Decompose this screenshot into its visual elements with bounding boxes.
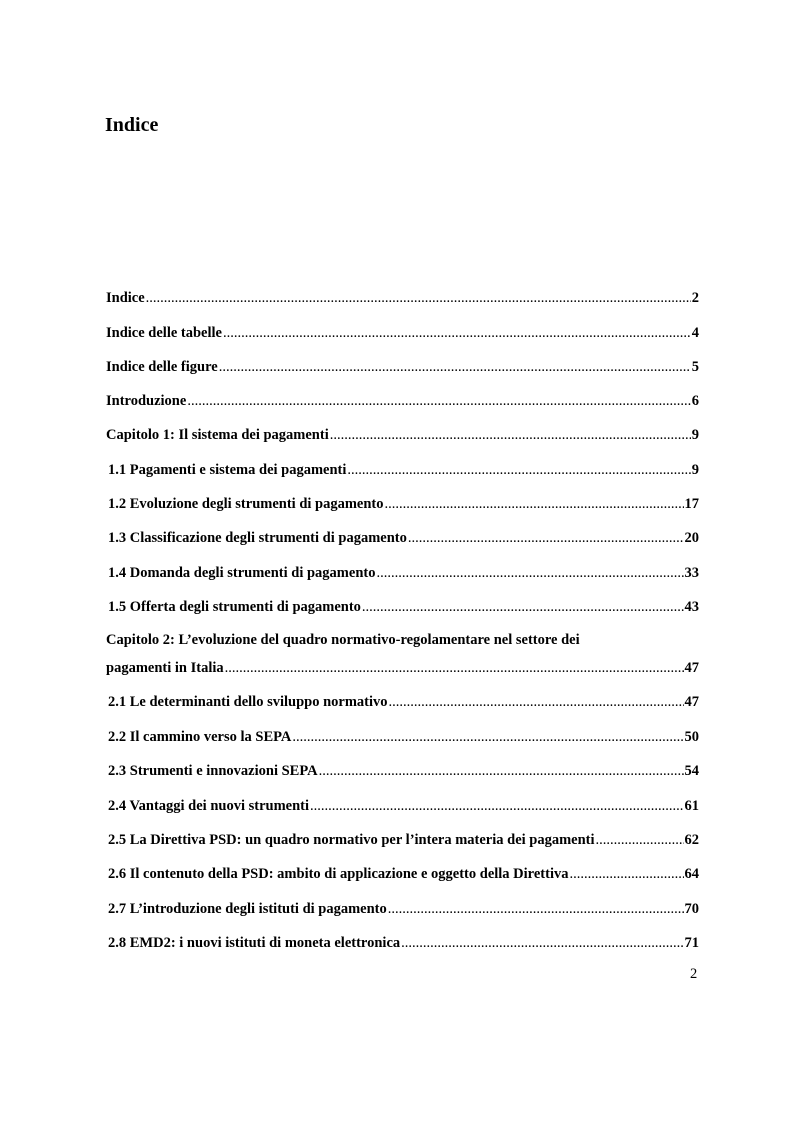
toc-entry-2-4[interactable] [108, 796, 699, 816]
leader-dots [319, 761, 684, 781]
page-number: 2 [690, 966, 698, 982]
leader-dots [362, 597, 684, 617]
toc-entry-page: 50 [684, 729, 699, 745]
toc-entry-capitolo-2-line1[interactable]: Capitolo 2: L’evoluzione del quadro normativo-regolamentare nel settore dei [106, 632, 580, 648]
toc-entry-2-1[interactable] [108, 692, 699, 712]
leader-dots [292, 727, 683, 747]
toc-entry-label: Introduzione [106, 393, 187, 409]
toc-entry-page: 71 [684, 935, 699, 951]
toc-entry-page: 62 [684, 832, 699, 848]
toc-entry-label: Indice [106, 290, 145, 306]
toc-entry-label: 1.4 Domanda degli strumenti di pagamento [108, 565, 376, 581]
toc-entry-page: 6 [691, 393, 699, 409]
leader-dots [347, 460, 690, 480]
toc-entry-label: Capitolo 1: Il sistema dei pagamenti [106, 427, 329, 443]
toc-entry-page: 20 [684, 530, 699, 546]
leader-dots [389, 692, 684, 712]
toc-entry-label: pagamenti in Italia [106, 660, 224, 676]
toc-entry-1-4[interactable] [108, 563, 699, 583]
toc-entry-capitolo-2[interactable] [106, 658, 699, 678]
page-title: Indice [105, 114, 159, 136]
toc-entry-label: 2.6 Il contenuto della PSD: ambito di applicazione e oggetto della Direttiva [108, 866, 569, 882]
toc-entry-label: 1.5 Offerta degli strumenti di pagamento [108, 599, 361, 615]
leader-dots [408, 528, 684, 548]
toc-entry-2-7[interactable] [108, 899, 699, 919]
toc-entry-indice-tabelle[interactable] [106, 323, 699, 343]
toc-entry-label: 2.5 La Direttiva PSD: un quadro normativo per l’intera materia dei pagamenti [108, 832, 595, 848]
toc-entry-label: 2.8 EMD2: i nuovi istituti di moneta elettronica [108, 935, 401, 951]
toc-entry-indice[interactable] [106, 288, 699, 308]
toc-entry-page: 9 [691, 427, 699, 443]
leader-dots [146, 288, 691, 308]
leader-dots [376, 563, 683, 583]
toc-entry-page: 43 [684, 599, 699, 615]
toc-entry-page: 9 [691, 462, 699, 478]
toc-entry-1-2[interactable] [108, 494, 699, 514]
leader-dots [310, 796, 683, 816]
toc-entry-label: 1.1 Pagamenti e sistema dei pagamenti [108, 462, 347, 478]
toc-entry-page: 5 [691, 359, 699, 375]
leader-dots [569, 864, 683, 884]
toc-entry-2-8[interactable] [108, 933, 699, 953]
toc-entry-capitolo-1[interactable] [106, 425, 699, 445]
leader-dots [388, 899, 684, 919]
leader-dots [223, 323, 691, 343]
leader-dots [225, 658, 684, 678]
toc-entry-2-2[interactable] [108, 727, 699, 747]
toc-entry-introduzione[interactable] [106, 391, 699, 411]
leader-dots [401, 933, 683, 953]
toc-entry-label: Indice delle tabelle [106, 325, 222, 341]
toc-entry-label: 1.3 Classificazione degli strumenti di pagamento [108, 530, 407, 546]
toc-entry-2-3[interactable] [108, 761, 699, 781]
toc-entry-label: 2.3 Strumenti e innovazioni SEPA [108, 763, 318, 779]
toc-entry-page: 2 [691, 290, 699, 306]
leader-dots [187, 391, 690, 411]
toc-entry-page: 47 [684, 694, 699, 710]
toc-entry-label: 2.4 Vantaggi dei nuovi strumenti [108, 798, 310, 814]
toc-entry-page: 33 [684, 565, 699, 581]
leader-dots [596, 830, 684, 850]
toc-entry-label: 2.1 Le determinanti dello sviluppo normativo [108, 694, 388, 710]
toc-entry-1-3[interactable] [108, 528, 699, 548]
leader-dots [330, 425, 691, 445]
toc-entry-2-5[interactable] [108, 830, 699, 850]
toc-entry-page: 64 [684, 866, 699, 882]
toc-entry-page: 61 [684, 798, 699, 814]
toc-entry-2-6[interactable] [108, 864, 699, 884]
leader-dots [219, 357, 691, 377]
toc-entry-label: 2.7 L’introduzione degli istituti di pagamento [108, 901, 387, 917]
toc-entry-1-5[interactable] [108, 597, 699, 617]
toc-entry-label: 1.2 Evoluzione degli strumenti di pagamento [108, 496, 384, 512]
toc-entry-page: 4 [691, 325, 699, 341]
toc-entry-1-1[interactable] [108, 460, 699, 480]
toc-entry-page: 54 [684, 763, 699, 779]
leader-dots [385, 494, 684, 514]
toc-entry-label: 2.2 Il cammino verso la SEPA [108, 729, 292, 745]
toc-entry-page: 70 [684, 901, 699, 917]
toc-entry-indice-figure[interactable] [106, 357, 699, 377]
toc-entry-page: 47 [684, 660, 699, 676]
toc-entry-label: Indice delle figure [106, 359, 218, 375]
toc-entry-page: 17 [684, 496, 699, 512]
